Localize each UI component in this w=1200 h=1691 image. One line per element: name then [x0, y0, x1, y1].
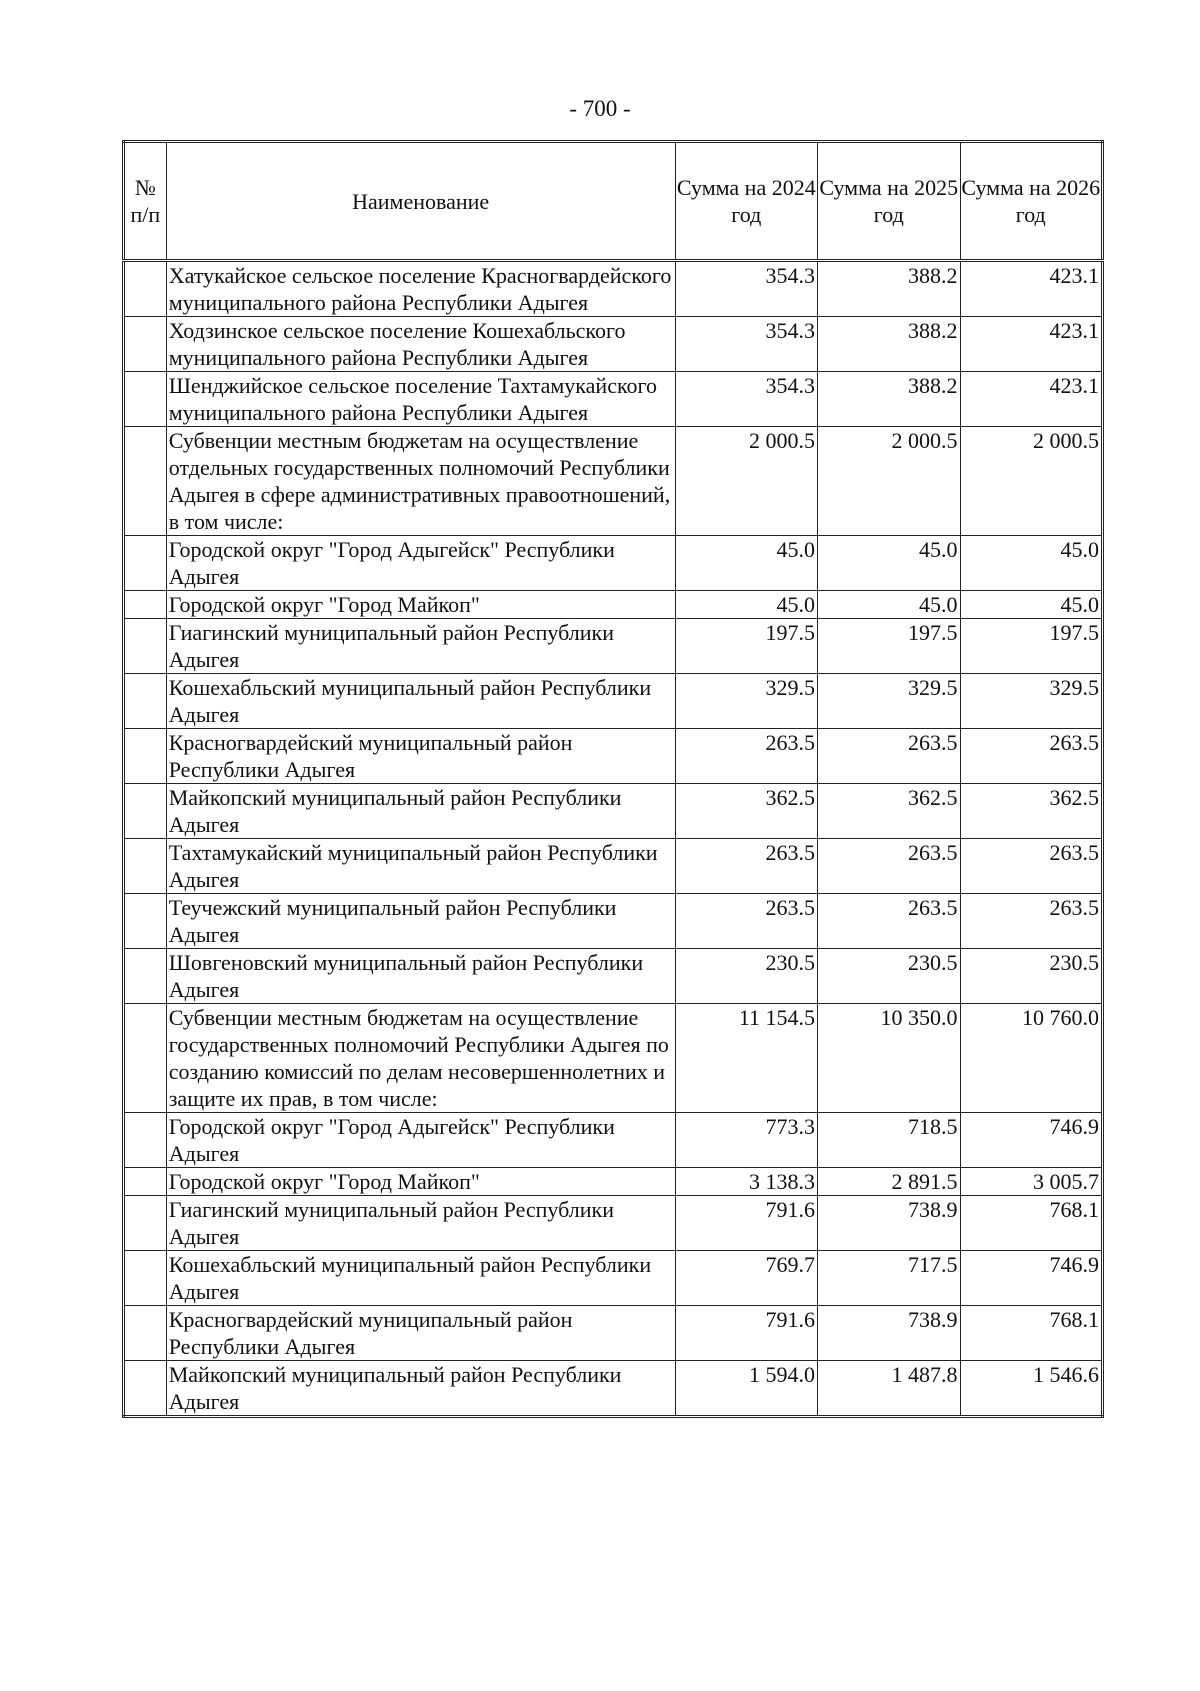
table-row	[124, 1361, 1103, 1417]
row-sum-2026: 746.9	[960, 1251, 1103, 1306]
row-sum-2026: 746.9	[960, 1113, 1103, 1168]
row-sum-2025: 2 000.5	[818, 427, 960, 536]
row-sum-2026: 263.5	[960, 729, 1103, 784]
table-header-row	[124, 142, 1103, 261]
row-sum-2026: 263.5	[960, 894, 1103, 949]
row-sum-2026: 45.0	[960, 536, 1103, 591]
row-number	[124, 784, 167, 839]
row-sum-2025: 388.2	[818, 261, 960, 317]
row-sum-2026: 423.1	[960, 372, 1103, 427]
row-number	[124, 427, 167, 536]
row-name: Городской округ "Город Майкоп"	[166, 591, 675, 619]
row-sum-2025: 10 350.0	[818, 1004, 960, 1113]
row-sum-2025: 1 487.8	[818, 1361, 960, 1417]
row-sum-2025: 329.5	[818, 674, 960, 729]
row-name: Гиагинский муниципальный район Республики Адыгея	[166, 619, 675, 674]
table-row	[124, 591, 1103, 619]
row-sum-2026: 263.5	[960, 839, 1103, 894]
row-number	[124, 591, 167, 619]
budget-table	[122, 140, 1104, 1418]
row-sum-2024: 791.6	[675, 1306, 817, 1361]
row-number	[124, 894, 167, 949]
row-name: Гиагинский муниципальный район Республики Адыгея	[166, 1196, 675, 1251]
row-name: Майкопский муниципальный район Республики Адыгея	[166, 784, 675, 839]
row-number	[124, 1113, 167, 1168]
row-sum-2025: 738.9	[818, 1196, 960, 1251]
row-sum-2024: 263.5	[675, 894, 817, 949]
row-sum-2026: 329.5	[960, 674, 1103, 729]
row-sum-2026: 362.5	[960, 784, 1103, 839]
row-sum-2024: 263.5	[675, 839, 817, 894]
row-sum-2024: 1 594.0	[675, 1361, 817, 1417]
table-row	[124, 1113, 1103, 1168]
header-name: Наименование	[166, 142, 675, 261]
row-name: Теучежский муниципальный район Республики Адыгея	[166, 894, 675, 949]
row-number	[124, 536, 167, 591]
row-sum-2024: 230.5	[675, 949, 817, 1004]
row-name: Красногвардейский муниципальный район Республики Адыгея	[166, 729, 675, 784]
table-row	[124, 1251, 1103, 1306]
row-sum-2026: 197.5	[960, 619, 1103, 674]
row-number	[124, 1196, 167, 1251]
table-row	[124, 839, 1103, 894]
page-number: - 700 -	[569, 96, 631, 121]
row-sum-2026: 423.1	[960, 317, 1103, 372]
row-number	[124, 1168, 167, 1196]
row-sum-2024: 791.6	[675, 1196, 817, 1251]
row-number	[124, 261, 167, 317]
row-number	[124, 839, 167, 894]
row-sum-2025: 2 891.5	[818, 1168, 960, 1196]
row-sum-2025: 717.5	[818, 1251, 960, 1306]
row-sum-2024: 2 000.5	[675, 427, 817, 536]
table-row	[124, 261, 1103, 317]
row-name: Майкопский муниципальный район Республики Адыгея	[166, 1361, 675, 1417]
table-row	[124, 729, 1103, 784]
row-sum-2026: 230.5	[960, 949, 1103, 1004]
table-row	[124, 1004, 1103, 1113]
row-sum-2024: 354.3	[675, 261, 817, 317]
row-name: Городской округ "Город Адыгейск" Республики Адыгея	[166, 1113, 675, 1168]
row-number	[124, 1361, 167, 1417]
row-sum-2024: 263.5	[675, 729, 817, 784]
row-sum-2024: 45.0	[675, 591, 817, 619]
row-sum-2025: 388.2	[818, 317, 960, 372]
row-sum-2026: 2 000.5	[960, 427, 1103, 536]
row-sum-2025: 45.0	[818, 591, 960, 619]
row-sum-2025: 388.2	[818, 372, 960, 427]
row-name: Городской округ "Город Адыгейск" Республики Адыгея	[166, 536, 675, 591]
row-number	[124, 1004, 167, 1113]
row-sum-2024: 769.7	[675, 1251, 817, 1306]
header-sum-2025: Сумма на 2025 год	[818, 142, 960, 261]
row-number	[124, 317, 167, 372]
table-row	[124, 1196, 1103, 1251]
row-name: Кошехабльский муниципальный район Республики Адыгея	[166, 674, 675, 729]
row-number	[124, 1251, 167, 1306]
row-number	[124, 674, 167, 729]
row-name: Городской округ "Город Майкоп"	[166, 1168, 675, 1196]
row-sum-2026: 423.1	[960, 261, 1103, 317]
row-sum-2025: 263.5	[818, 729, 960, 784]
row-sum-2025: 718.5	[818, 1113, 960, 1168]
table-row	[124, 1306, 1103, 1361]
row-sum-2025: 263.5	[818, 839, 960, 894]
table-row	[124, 894, 1103, 949]
row-sum-2026: 1 546.6	[960, 1361, 1103, 1417]
row-sum-2025: 197.5	[818, 619, 960, 674]
table-row	[124, 536, 1103, 591]
row-name: Субвенции местным бюджетам на осуществление отдельных государственных полномочий Республики Адыгея в сфере административных правоотношений, в том числе:	[166, 427, 675, 536]
table-row	[124, 784, 1103, 839]
table-row	[124, 427, 1103, 536]
row-name: Ходзинское сельское поселение Кошехабльского муниципального района Республики Адыгея	[166, 317, 675, 372]
header-sum-2026: Сумма на 2026 год	[960, 142, 1103, 261]
table-row	[124, 317, 1103, 372]
row-name: Шовгеновский муниципальный район Республики Адыгея	[166, 949, 675, 1004]
table-row	[124, 372, 1103, 427]
row-sum-2024: 11 154.5	[675, 1004, 817, 1113]
row-sum-2024: 329.5	[675, 674, 817, 729]
table-row	[124, 1168, 1103, 1196]
row-name: Хатукайское сельское поселение Красногвардейского муниципального района Республики Адыгея	[166, 261, 675, 317]
row-sum-2024: 354.3	[675, 372, 817, 427]
row-sum-2026: 3 005.7	[960, 1168, 1103, 1196]
row-sum-2026: 768.1	[960, 1196, 1103, 1251]
row-sum-2025: 45.0	[818, 536, 960, 591]
row-sum-2026: 10 760.0	[960, 1004, 1103, 1113]
table-body	[124, 261, 1103, 1417]
row-number	[124, 619, 167, 674]
row-sum-2026: 45.0	[960, 591, 1103, 619]
row-sum-2024: 197.5	[675, 619, 817, 674]
row-name: Кошехабльский муниципальный район Республики Адыгея	[166, 1251, 675, 1306]
row-sum-2024: 45.0	[675, 536, 817, 591]
table-row	[124, 619, 1103, 674]
row-sum-2024: 362.5	[675, 784, 817, 839]
row-sum-2024: 773.3	[675, 1113, 817, 1168]
row-number	[124, 729, 167, 784]
row-number	[124, 1306, 167, 1361]
row-number	[124, 372, 167, 427]
row-sum-2025: 263.5	[818, 894, 960, 949]
table-row	[124, 674, 1103, 729]
table-row	[124, 949, 1103, 1004]
row-sum-2025: 738.9	[818, 1306, 960, 1361]
header-sum-2024: Сумма на 2024 год	[675, 142, 817, 261]
row-sum-2024: 3 138.3	[675, 1168, 817, 1196]
row-number	[124, 949, 167, 1004]
row-name: Субвенции местным бюджетам на осуществление государственных полномочий Республики Адыгея по созданию комиссий по делам несовершеннолетних и защите их прав, в том числе:	[166, 1004, 675, 1113]
row-name: Тахтамукайский муниципальный район Республики Адыгея	[166, 839, 675, 894]
row-sum-2026: 768.1	[960, 1306, 1103, 1361]
row-sum-2025: 230.5	[818, 949, 960, 1004]
header-num: № п/п	[124, 142, 167, 261]
row-sum-2025: 362.5	[818, 784, 960, 839]
row-name: Шенджийское сельское поселение Тахтамукайского муниципального района Республики Адыгея	[166, 372, 675, 427]
row-sum-2024: 354.3	[675, 317, 817, 372]
row-name: Красногвардейский муниципальный район Республики Адыгея	[166, 1306, 675, 1361]
